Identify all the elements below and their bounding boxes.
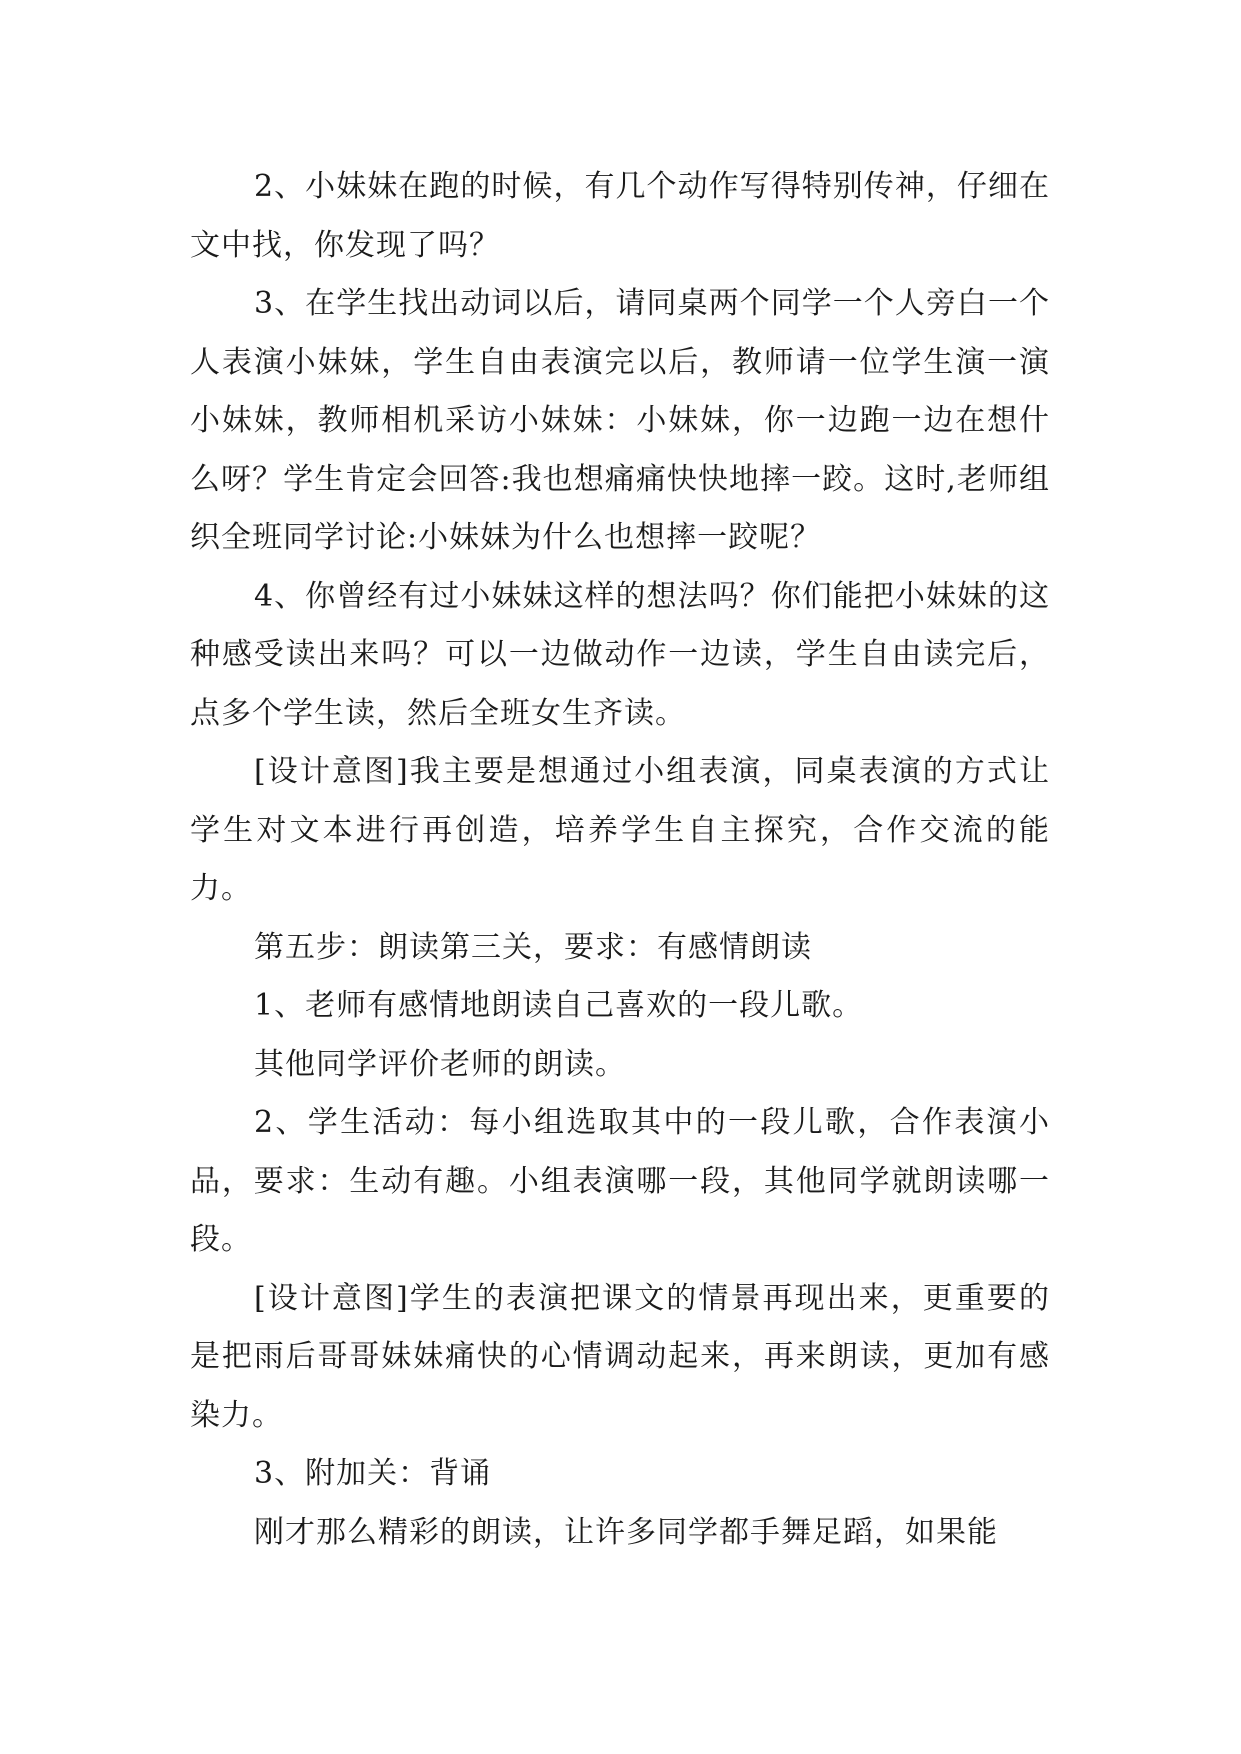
paragraph-peer-evaluation: 其他同学评价老师的朗读。 bbox=[254, 1046, 626, 1082]
paragraph-closing-fragment: 刚才那么精彩的朗读，让许多同学都手舞足蹈，如果能 bbox=[254, 1514, 998, 1550]
paragraph-step-2-question: 2、小妹妹在跑的时候，有几个动作写得特别传神，仔细在文中找，你发现了吗？ bbox=[190, 169, 1050, 263]
document-body bbox=[190, 158, 1050, 1562]
paragraph-step-five-heading: 第五步：朗读第三关，要求：有感情朗读 bbox=[254, 929, 812, 965]
paragraph-student-activity: 2、学生活动：每小组选取其中的一段儿歌，合作表演小品，要求：生动有趣。小组表演哪一段，其他同学就朗读哪一段。 bbox=[190, 1105, 1050, 1257]
paragraph-bonus-recitation: 3、附加关：背诵 bbox=[254, 1456, 492, 1491]
paragraph-teacher-reading: 1、老师有感情地朗读自己喜欢的一段儿歌。 bbox=[254, 988, 864, 1023]
paragraph-step-3-performance: 3、在学生找出动词以后，请同桌两个同学一个人旁白一个人表演小妹妹，学生自由表演完以后，教师请一位学生演一演小妹妹，教师相机采访小妹妹：小妹妹，你一边跑一边在想什么呀？学生肯定会回答:我也想痛痛快快地摔一跤。这时,老师组织全班同学讨论:小妹妹为什么也想摔一跤呢？ bbox=[190, 286, 1050, 555]
paragraph-design-intent-2: [设计意图]学生的表演把课文的情景再现出来，更重要的是把雨后哥哥妹妹痛快的心情调动起来，再来朗读，更加有感染力。 bbox=[190, 1280, 1050, 1433]
paragraph-design-intent-1: [设计意图]我主要是想通过小组表演，同桌表演的方式让学生对文本进行再创造，培养学生自主探究，合作交流的能力。 bbox=[190, 754, 1050, 906]
paragraph-step-4-reading: 4、你曾经有过小妹妹这样的想法吗？你们能把小妹妹的这种感受读出来吗？可以一边做动作一边读，学生自由读完后，点多个学生读，然后全班女生齐读。 bbox=[190, 578, 1050, 731]
